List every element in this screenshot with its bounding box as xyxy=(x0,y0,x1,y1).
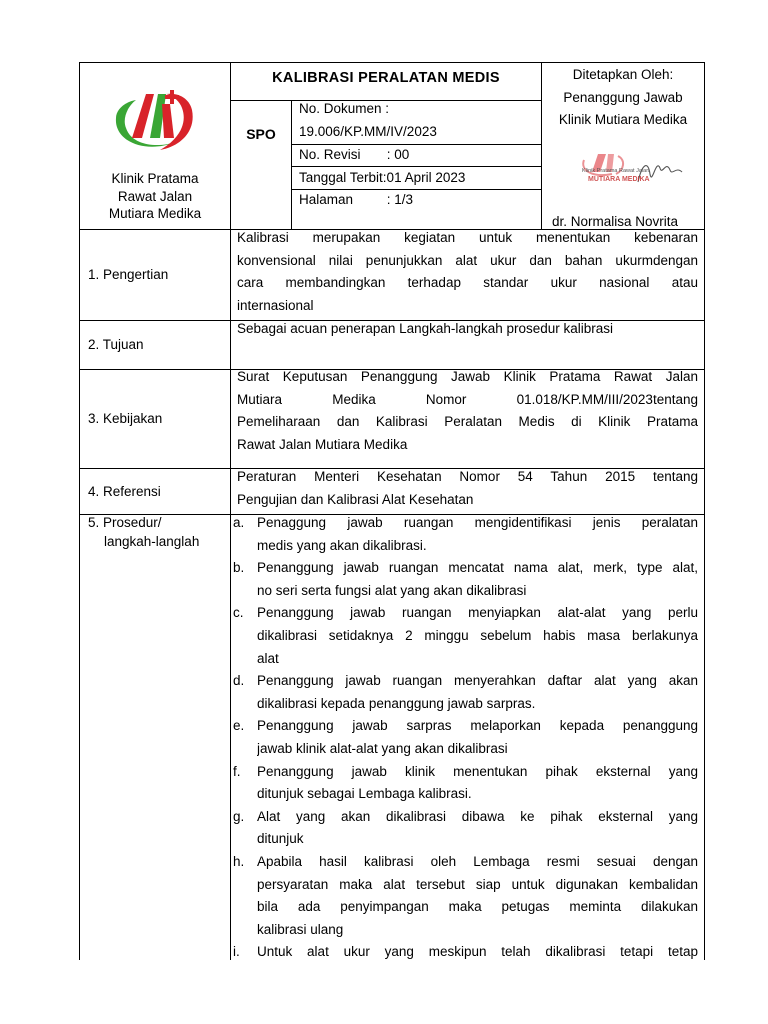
text-line: Alat yang akan dikalibrasi dibawa ke pihak eksternal yang xyxy=(257,808,698,824)
text-line: kalibrasi ulang xyxy=(257,921,344,937)
doc-number: 19.006/KP.MM/IV/2023 xyxy=(299,124,437,139)
section-body-pengertian xyxy=(237,227,698,317)
text-line: ditunjuk sebagai Lembaga kalibrasi. xyxy=(257,786,472,802)
section-body-referensi xyxy=(237,466,698,511)
text-line: Penanggung jawab ruangan menyerahkan daftar alat yang akan xyxy=(257,673,698,689)
list-item-marker: i. xyxy=(233,944,240,960)
text-line: Pemeliharaan dan Kalibrasi Peralatan Medis di Klinik Pratama xyxy=(237,414,698,430)
text-line: Penanggung jawab sarpras melaporkan kepada penanggung xyxy=(257,718,698,734)
section-label-tujuan: 2. Tujuan xyxy=(88,337,144,352)
doc-number-label: No. Dokumen : xyxy=(299,101,390,116)
section-label-prosedur xyxy=(88,514,199,551)
issue-date: Tanggal Terbit:01 April 2023 xyxy=(299,170,466,185)
text-line: Pengujian dan Kalibrasi Alat Kesehatan xyxy=(237,491,474,507)
text-line: Peraturan Menteri Kesehatan Nomor 54 Tahun 2015 tentang xyxy=(237,469,698,484)
text-line: Untuk alat ukur yang meskipun telah dikalibrasi tetapi tetap xyxy=(257,944,698,960)
text-line: alat xyxy=(257,650,279,666)
approval-line: Penanggung Jawab xyxy=(563,89,683,105)
text-line: persyaratan maka alat tersebut siap untuk digunakan kembalidan xyxy=(257,876,698,892)
list-item-marker: a. xyxy=(233,515,245,530)
clinic-name-line: Rawat Jalan xyxy=(117,188,193,204)
text-line: Apabila hasil kalibrasi oleh Lembaga resmi sesuai dengan xyxy=(257,854,698,869)
revision-number: No. Revisi : 00 xyxy=(299,147,410,162)
text-line: Penanggung jawab klinik menentukan pihak eksternal yang xyxy=(257,763,698,779)
text-line: cara membandingkan terhadap standar ukur nasional atau xyxy=(237,275,698,291)
document-title: KALIBRASI PERALATAN MEDIS xyxy=(272,70,500,86)
text-line: internasional xyxy=(237,297,314,313)
section-label-pengertian: 1. Pengertian xyxy=(88,267,169,282)
list-item-marker: c. xyxy=(233,605,244,621)
text-line: Penaggung jawab ruangan mengidentifikasi jenis peralatan xyxy=(257,515,698,530)
approval-block xyxy=(542,64,704,132)
list-item-marker: d. xyxy=(233,673,245,689)
clinic-name xyxy=(80,170,230,223)
text-line: Sebagai acuan penerapan Langkah-langkah prosedur kalibrasi xyxy=(237,321,614,336)
clinic-logo xyxy=(106,80,200,156)
text-line: Rawat Jalan Mutiara Medika xyxy=(237,436,408,452)
text-line: no seri serta fungsi alat yang akan dikalibrasi xyxy=(257,582,527,598)
text-line: dikalibrasi setidaknya 2 minggu sebelum habis masa berlakunya xyxy=(257,627,698,643)
text-line: Penanggung jawab ruangan menyiapkan alat-alat yang perlu xyxy=(257,605,698,621)
page-number: Halaman : 1/3 xyxy=(299,192,414,207)
approval-line: Ditetapkan Oleh: xyxy=(572,67,674,82)
text-line: langkah-langlah xyxy=(104,533,200,549)
clinic-name-line: Mutiara Medika xyxy=(108,206,202,221)
signatory-name: dr. Normalisa Novrita xyxy=(552,214,679,229)
text-line: 5. Prosedur/ xyxy=(88,515,162,530)
text-line: bila ada penyimpangan maka petugas meminta dilakukan xyxy=(257,899,698,915)
section-body-kebijakan xyxy=(237,366,698,456)
text-line: Kalibrasi merupakan kegiatan untuk menentukan kebenaran xyxy=(237,230,698,245)
text-line: konvensional nilai penunjukkan alat ukur dan bahan ukurmdengan xyxy=(237,252,698,268)
text-line: Penanggung jawab ruangan mencatat nama alat, merk, type alat, xyxy=(257,560,698,576)
clinic-stamp xyxy=(578,146,690,196)
list-item-marker: b. xyxy=(233,560,245,576)
spo-label: SPO xyxy=(246,126,276,142)
text-line: jawab klinik alat-alat yang akan dikalibrasi xyxy=(257,740,508,756)
text-line: medis yang akan dikalibrasi. xyxy=(257,537,427,553)
text-line: Surat Keputusan Penanggung Jawab Klinik Pratama Rawat Jalan xyxy=(237,369,698,384)
list-item-marker: g. xyxy=(233,808,245,824)
text-line: dikalibrasi kepada penanggung jawab sarpras. xyxy=(257,695,536,711)
stamp-text: Klinik Pratama Rawat Jalan xyxy=(582,168,650,174)
stamp-text: MUTIARA MEDIKA xyxy=(588,176,650,183)
section-label-kebijakan: 3. Kebijakan xyxy=(88,411,163,426)
approval-line: Klinik Mutiara Medika xyxy=(558,112,688,127)
list-item-marker: h. xyxy=(233,854,245,869)
list-item-marker: f. xyxy=(233,763,241,779)
section-body-tujuan xyxy=(237,318,698,341)
text-line: ditunjuk xyxy=(257,831,304,847)
section-label-referensi: 4. Referensi xyxy=(88,484,161,499)
list-item-marker: e. xyxy=(233,718,245,734)
text-line: Mutiara Medika Nomor 01.018/KP.MM/III/2023tentang xyxy=(237,391,698,407)
clinic-name-line: Klinik Pratama xyxy=(111,171,199,186)
